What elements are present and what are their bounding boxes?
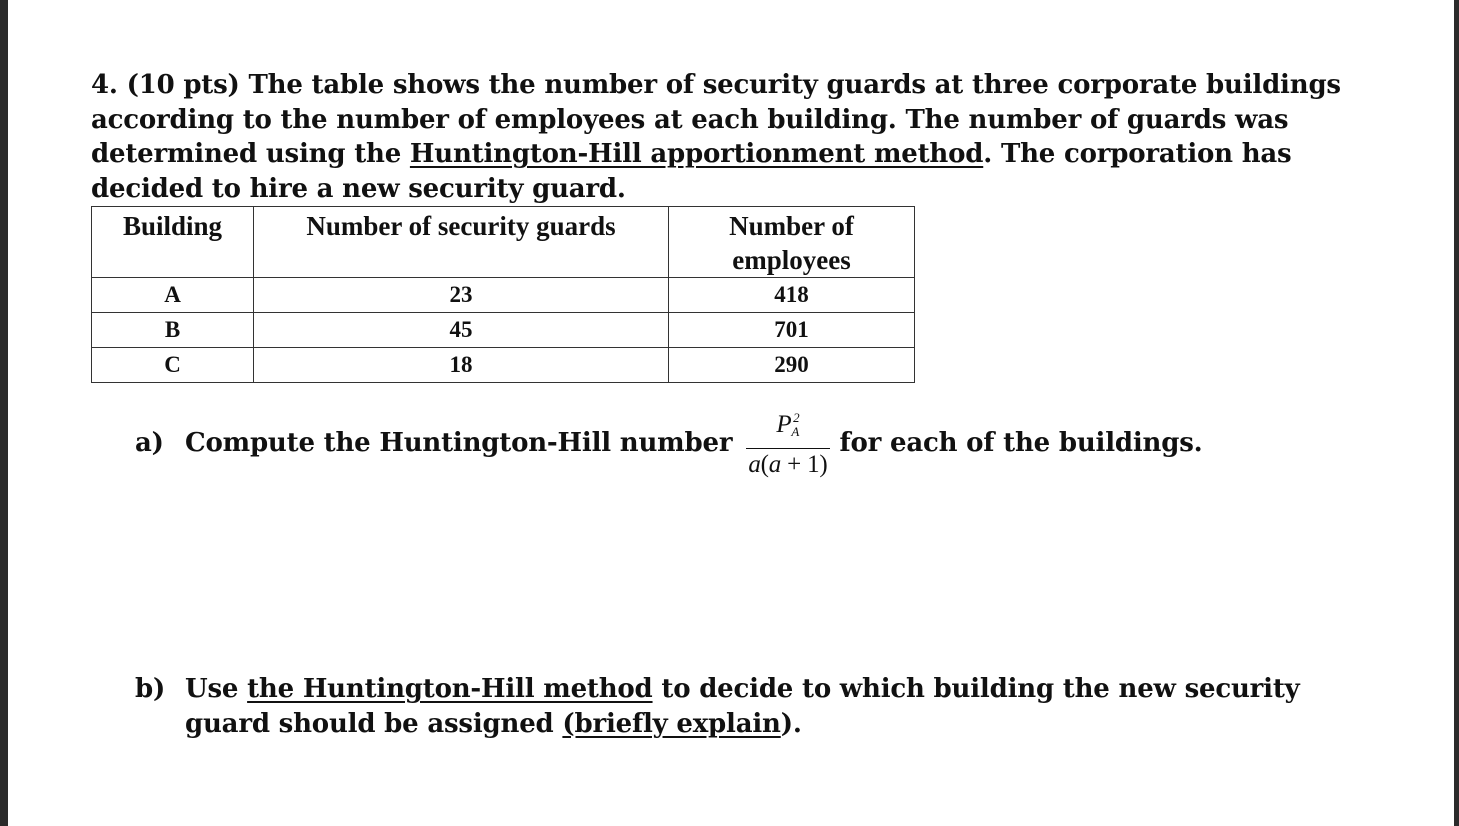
cell-guards: 45 (254, 313, 669, 348)
table-row (92, 348, 915, 383)
formula-numerator: $P_A^2$ (746, 404, 829, 449)
cell-building: C (92, 348, 254, 383)
part-b-label: b) (135, 674, 166, 704)
cell-employees: 290 (669, 348, 915, 383)
part-b-explain-underlined: (briefly explain (562, 708, 781, 739)
part-b (135, 672, 1385, 739)
guards-table (91, 206, 915, 383)
cell-building: B (92, 313, 254, 348)
part-a-text-end: for each of the buildings. (839, 428, 1203, 458)
part-a-text: Compute the Huntington-Hill number (185, 428, 733, 458)
formula-denominator: a(a + 1) (748, 451, 828, 478)
table-header-row (92, 207, 915, 278)
problem-method-underlined: Huntington-Hill apportionment method (409, 139, 984, 169)
part-b-method-underlined: the Huntington-Hill method (247, 674, 653, 704)
document-page (8, 0, 1454, 826)
part-a-label: a) (135, 428, 164, 458)
cell-guards: 23 (254, 278, 669, 313)
problem-intro-text-end: . The corporation has decided to hire a new security guard. (91, 139, 1292, 204)
table-row (92, 278, 915, 313)
cell-employees: 418 (669, 278, 915, 313)
header-employees: Number of employees (669, 207, 915, 278)
cell-building: A (92, 278, 254, 313)
cell-guards: 18 (254, 348, 669, 383)
header-building: Building (92, 207, 254, 278)
cell-employees: 701 (669, 313, 915, 348)
problem-statement (91, 68, 1391, 206)
table-row (92, 313, 915, 348)
part-a (135, 406, 1385, 482)
header-guards: Number of security guards (254, 207, 669, 278)
huntington-hill-formula (746, 404, 829, 480)
problem-intro-text: 4. (10 pts) The table shows the number of security guards at three corporate buildings according to the number of employees at each building. The number of guards was determined using the (91, 70, 1341, 169)
part-b-text: Use the Huntington-Hill method to decide to which building the new security guard should be assigned (briefly explain). (185, 674, 1300, 739)
